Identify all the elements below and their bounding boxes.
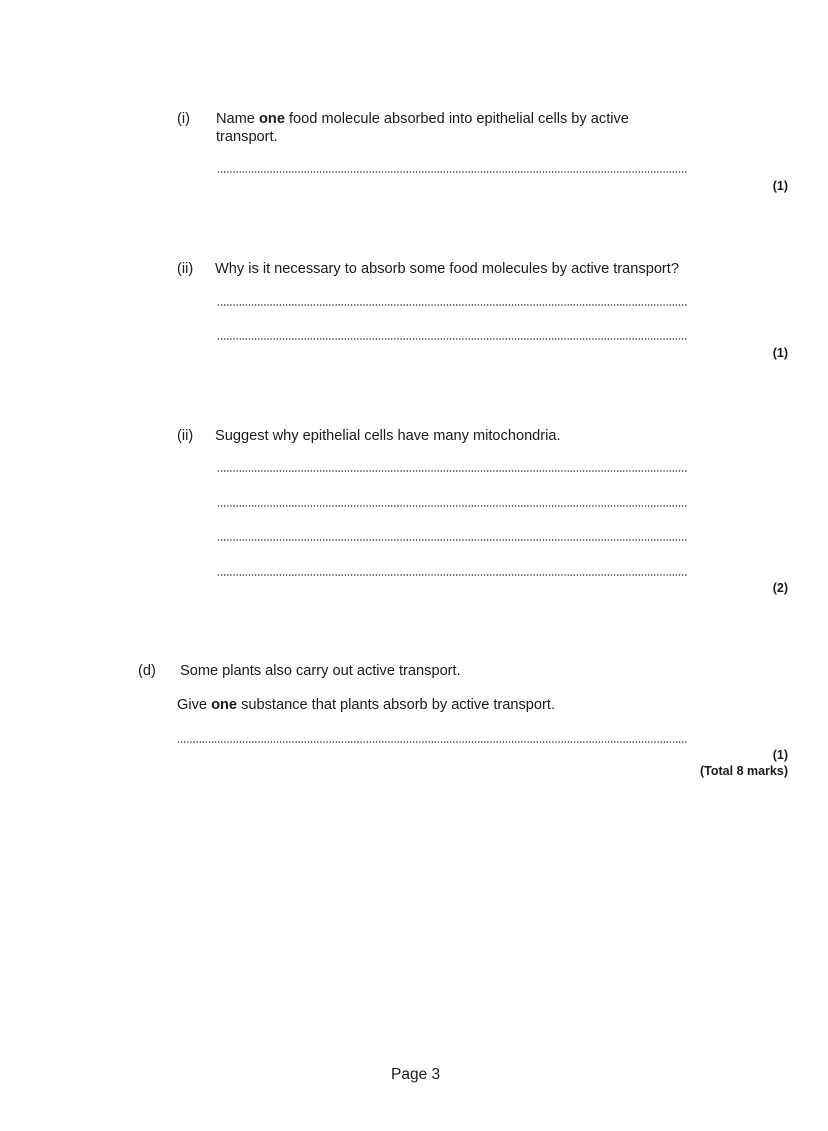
- marks-d: (1): [772, 748, 788, 762]
- question-ii-text: Why is it necessary to absorb some food molecules by active transport?: [215, 261, 679, 277]
- question-i-text-line2: transport.: [216, 129, 278, 145]
- question-iii-number: (ii): [177, 428, 194, 444]
- question-i-text: [216, 110, 629, 128]
- question-i-number: (i): [177, 111, 190, 127]
- marks-i: (1): [772, 179, 788, 193]
- question-d-subtext: [177, 696, 555, 714]
- answer-line-iii-4[interactable]: [217, 574, 688, 576]
- question-d-subtext-post: substance that plants absorb by active transport.: [237, 697, 556, 713]
- question-d-number: (d): [138, 663, 156, 679]
- question-i-text-pre: Name: [216, 111, 259, 127]
- answer-line-iii-1[interactable]: [217, 470, 688, 472]
- total-marks: (Total 8 marks): [700, 764, 788, 778]
- question-d-subtext-pre: Give: [177, 697, 212, 713]
- page-number: Page 3: [391, 1066, 441, 1083]
- question-i-text-post: food molecule absorbed into epithelial cells by active: [284, 111, 629, 127]
- answer-line-i-1[interactable]: [217, 171, 688, 173]
- question-ii-number: (ii): [177, 261, 194, 277]
- question-i-emphasis: one: [258, 111, 285, 127]
- answer-line-iii-2[interactable]: [217, 505, 688, 507]
- answer-line-iii-3[interactable]: [217, 539, 688, 541]
- answer-line-ii-2[interactable]: [217, 338, 688, 340]
- marks-iii: (2): [772, 581, 788, 595]
- question-d-emphasis: one: [211, 697, 238, 713]
- question-d-text: Some plants also carry out active transport.: [180, 663, 461, 679]
- answer-line-ii-1[interactable]: [217, 304, 688, 306]
- question-iii-text: Suggest why epithelial cells have many mitochondria.: [215, 428, 561, 444]
- answer-line-d-1[interactable]: [177, 741, 688, 743]
- marks-ii: (1): [772, 346, 788, 360]
